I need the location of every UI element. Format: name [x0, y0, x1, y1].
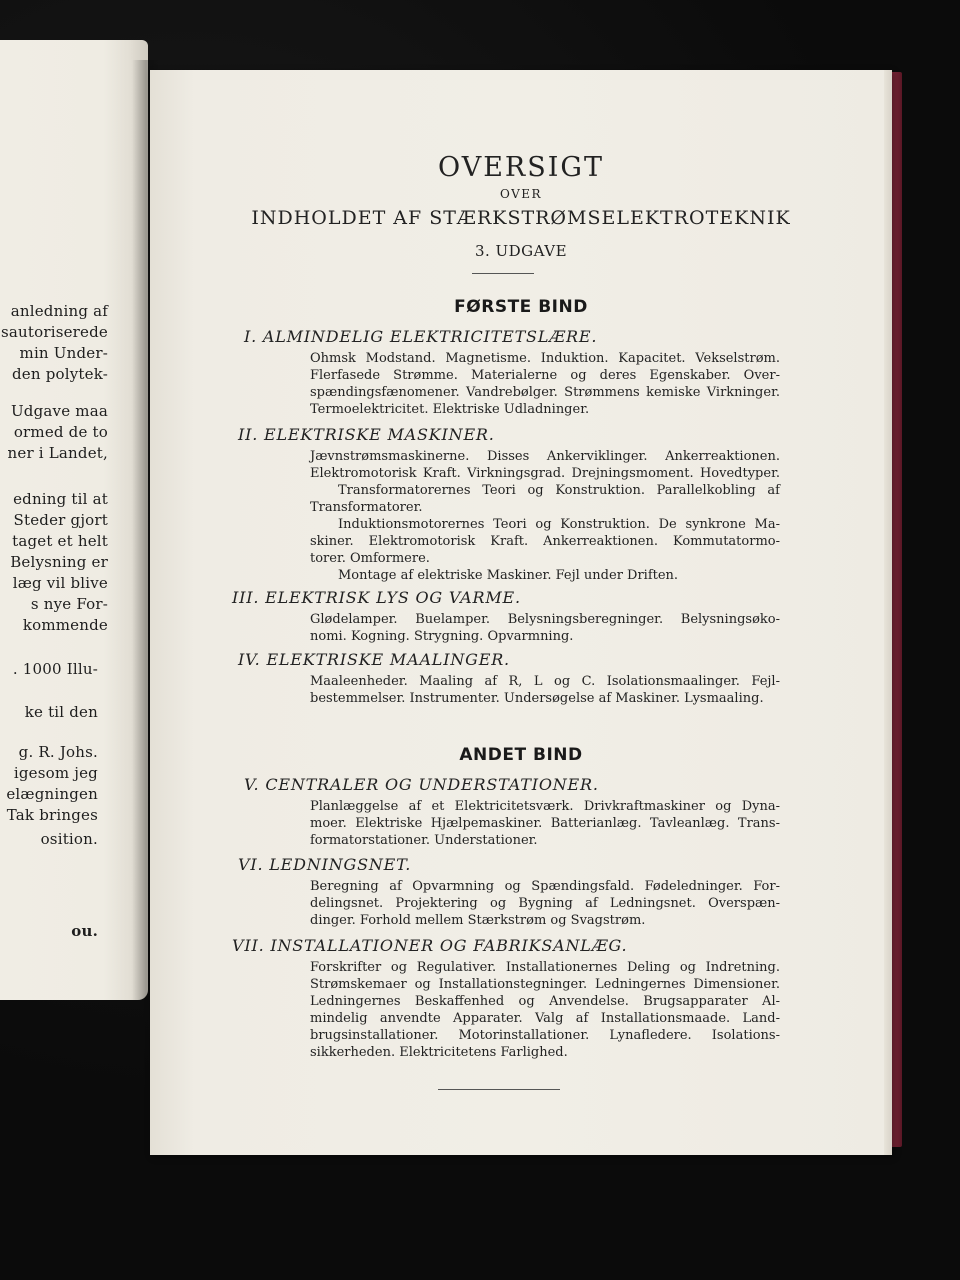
left-page-text-line: osition.	[40, 830, 98, 848]
left-page-text-line: . 1000 Illu-	[12, 660, 98, 678]
section-text-line: dinger. Forhold mellem Stærkstrøm og Svagstrøm.	[310, 913, 646, 928]
section-text-line: Jævnstrømsmaskinerne. Disses Ankerviklinger. Ankerreaktionen.	[310, 449, 780, 464]
section-text-line: Beregning af Opvarmning og Spændingsfald. Fødeledninger. For-	[310, 879, 780, 894]
section-text-line: torer. Omformere.	[310, 551, 430, 566]
edition-label: 3. UDGAVE	[474, 242, 568, 260]
section-heading: VI. LEDNINGSNET.	[238, 855, 412, 874]
section-text-line: bestemmelser. Instrumenter. Undersøgelse af Maskiner. Lysmaaling.	[310, 691, 764, 706]
section-text-line: Strømskemaer og Installationstegninger. Ledningernes Dimensioner.	[310, 977, 780, 992]
section-heading: I. ALMINDELIG ELEKTRICITETSLÆRE.	[244, 327, 598, 346]
section-heading: VII. INSTALLATIONER OG FABRIKSANLÆG.	[232, 936, 628, 955]
left-page-text-line: Tak bringes	[6, 806, 98, 824]
left-page-text-line: s nye For-	[30, 595, 108, 613]
section-text-line: Planlæggelse af et Elektricitetsværk. Drivkraftmaskiner og Dyna-	[310, 799, 780, 814]
left-page-text-line: sautoriserede	[0, 323, 108, 341]
section-text-line: Maaleenheder. Maaling af R, L og C. Isolationsmaalinger. Fejl-	[310, 674, 780, 689]
left-page-text-line: elægningen	[6, 785, 98, 803]
end-divider	[438, 1089, 560, 1090]
section-text-line: Ohmsk Modstand. Magnetisme. Induktion. Kapacitet. Vekselstrøm.	[310, 351, 780, 366]
section-text-line: Glødelamper. Buelamper. Belysningsberegninger. Belysningsøko-	[310, 612, 780, 627]
section-text-line: Termoelektricitet. Elektriske Udladninger.	[310, 402, 590, 417]
left-page-text-line: g. R. Johs.	[18, 743, 98, 761]
section-text-line: delingsnet. Projektering og Bygning af Ledningsnet. Overspæn-	[310, 896, 780, 911]
section-text-line: brugsinstallationer. Motorinstallationer. Lynafledere. Isolations-	[310, 1028, 780, 1043]
section-text-line: Forskrifter og Regulativer. Installationernes Deling og Indretning.	[310, 960, 780, 975]
section-text-line: mindelig anvendte Apparater. Valg af Installationsmaade. Land-	[310, 1011, 780, 1026]
left-page-text-line: ke til den	[24, 703, 98, 721]
section-text-line: Montage af elektriske Maskiner. Fejl under Driften.	[338, 568, 679, 583]
left-page-text-line: igesom jeg	[13, 764, 98, 782]
right-page	[150, 70, 892, 1155]
left-page-text-line: edning til at	[13, 490, 108, 508]
page-subtitle: INDHOLDET AF STÆRKSTRØMSELEKTROTEKNIK	[251, 207, 791, 229]
page-title: OVERSIGT	[438, 152, 604, 183]
title-divider	[472, 273, 534, 274]
section-text-line: spændingsfænomener. Vandrebølger. Strømmens kemiske Virkninger.	[310, 385, 780, 400]
left-page-text-line: min Under-	[19, 344, 108, 362]
left-page-text-line: Belysning er	[10, 553, 108, 571]
section-heading: IV. ELEKTRISKE MAALINGER.	[238, 650, 510, 669]
left-page-text-line: taget et helt	[12, 532, 108, 550]
left-page-text-line: kommende	[22, 616, 108, 634]
left-page-text-line: Udgave maa	[10, 402, 108, 420]
page-title-over: OVER	[499, 187, 543, 201]
section-text-line: Flerfasede Strømme. Materialerne og deres Egenskaber. Over-	[310, 368, 780, 383]
section-text-line: Ledningernes Beskaffenhed og Anvendelse. Brugsapparater Al-	[310, 994, 780, 1009]
section-text-line: sikkerheden. Elektricitetens Farlighed.	[310, 1045, 568, 1060]
left-page-text-line: anledning af	[10, 302, 108, 320]
left-page-text-line: Steder gjort	[13, 511, 108, 529]
section-text-line: Transformatorer.	[310, 500, 423, 515]
section-heading: II. ELEKTRISKE MASKINER.	[238, 425, 495, 444]
left-page-text-line: ner i Landet,	[7, 444, 108, 462]
left-page-text-line: ou.	[71, 922, 98, 940]
section-heading: V. CENTRALER OG UNDERSTATIONER.	[244, 775, 599, 794]
left-page	[0, 40, 148, 1000]
section-heading: III. ELEKTRISK LYS OG VARME.	[232, 588, 521, 607]
volume-title: FØRSTE BIND	[454, 297, 588, 317]
left-page-text-line: ormed de to	[13, 423, 108, 441]
volume-title: ANDET BIND	[459, 745, 583, 765]
left-page-text-line: den polytek-	[11, 365, 108, 383]
section-text-line: skiner. Elektromotorisk Kraft. Ankerreaktionen. Kommutatormo-	[310, 534, 780, 549]
section-text-line: formatorstationer. Understationer.	[310, 833, 538, 848]
left-page-text-line: læg vil blive	[12, 574, 108, 592]
section-text-line: Induktionsmotorernes Teori og Konstruktion. De synkrone Ma-	[338, 517, 780, 532]
section-text-line: Transformatorernes Teori og Konstruktion. Parallelkobling af	[338, 483, 780, 498]
section-text-line: nomi. Kogning. Strygning. Opvarmning.	[310, 629, 574, 644]
page-edge	[884, 70, 892, 1155]
section-text-line: moer. Elektriske Hjælpemaskiner. Batterianlæg. Tavleanlæg. Trans-	[310, 816, 780, 831]
section-text-line: Elektromotorisk Kraft. Virkningsgrad. Drejningsmoment. Hovedtyper.	[310, 466, 780, 481]
